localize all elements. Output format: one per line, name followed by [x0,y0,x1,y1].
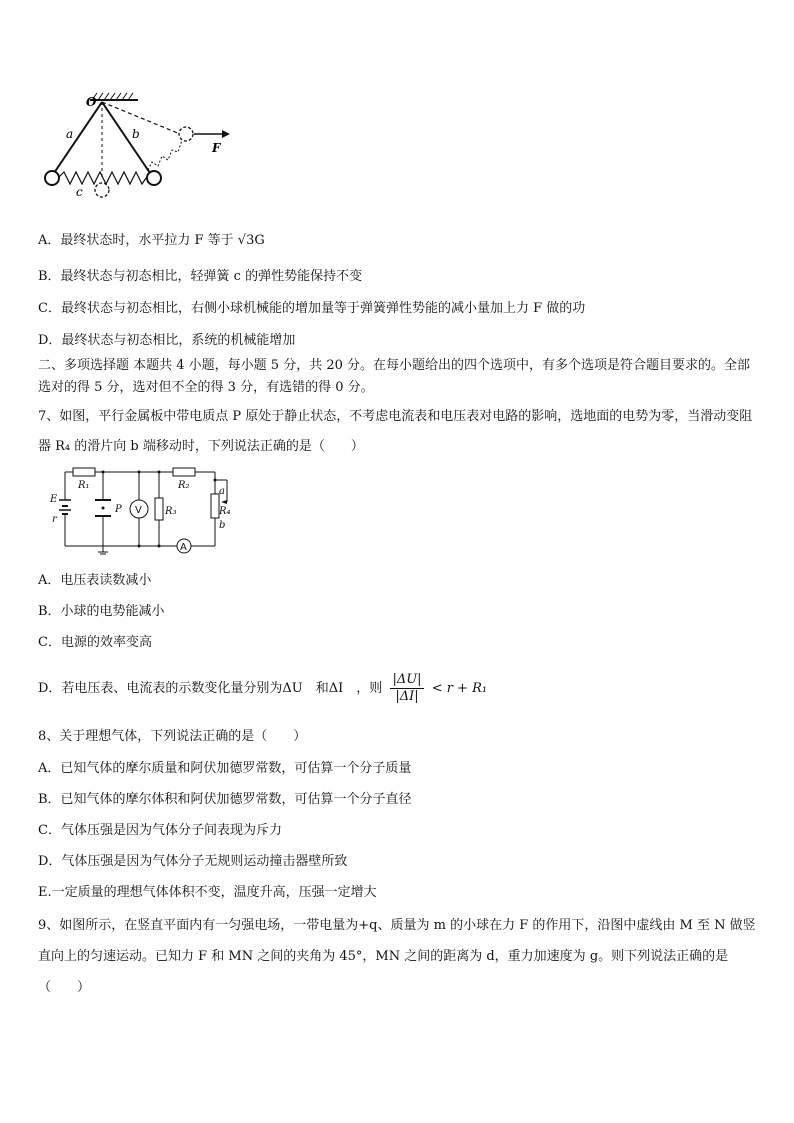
ammeter-label: A [180,542,187,553]
q8-option-a: A．已知气体的摩尔质量和阿伏加德罗常数，可估算一个分子质量 [38,761,412,776]
q6-option-a: A．最终状态时，水平拉力 F 等于 √3G [38,233,265,248]
q7-option-a: A．电压表读数减小 [38,573,152,588]
q9-stem: 9、如图所示，在竖直平面内有一匀强电场，一带电量为+q、质量为 m 的小球在力 F 的作用下，沿图中虚线由 M 至 N 做竖直向上的匀速运动。已知力 F 和 MN 之间的夹角为 45°，MN 之间的距离为 d，重力加速度为 g。则下列说法正确的是（ ） [38,918,756,995]
circuit-figure [45,462,245,562]
q8-option-d: D．气体压强是因为气体分子无规则运动撞击器壁所致 [38,854,348,869]
label-a: a [66,127,74,141]
section-2-heading: 二、多项选择题 本题共 4 小题，每小题 5 分，共 20 分。在每小题给出的四个选项中，有多个选项是符合题目要求的。全部选对的得 5 分，选对但不全的得 3 分，有选错的得 0 分。 [38,358,751,395]
label-R3: R₃ [165,506,177,517]
label-r: r [52,514,57,525]
label-O: O [86,95,97,109]
label-b: b [132,127,140,141]
label-b-terminal: b [219,520,226,531]
q7-stem: 7、如图，平行金属板中带电质点 P 原处于静止状态，不考虑电流表和电压表对电路的影响，选地面的电势为零，当滑动变阻器 R₄ 的滑片向 b 端移动时，下列说法正确的是（ ） [38,409,753,454]
delta-fraction [390,672,423,705]
q7-option-d-suffix: < r + R₁ [431,681,488,696]
q7-option-c: C．电源的效率变高 [38,635,152,650]
voltmeter-label: V [135,505,142,516]
label-P: P [115,504,122,515]
q8-option-c: C．气体压强是因为气体分子间表现为斥力 [38,823,282,838]
pendulum-spring-figure [40,90,240,210]
label-c: c [76,185,83,199]
label-E: E [50,494,58,505]
q8-option-e: E.一定质量的理想气体体积不变，温度升高，压强一定增大 [38,885,377,900]
q7-option-b: B．小球的电势能减小 [38,604,165,619]
q7-option-d [38,672,487,706]
label-R4: R₄ [219,506,231,517]
q8-option-b: B．已知气体的摩尔体积和阿伏加德罗常数，可估算一个分子直径 [38,792,412,807]
label-F: F [212,141,221,155]
q6-option-d: D．最终状态与初态相比，系统的机械能增加 [38,333,296,348]
fraction-denominator: |ΔI| [395,689,419,704]
q7-option-d-prefix: D．若电压表、电流表的示数变化量分别为ΔU 和ΔI ，则 [38,681,383,696]
q6-option-c: C．最终状态与初态相比，右侧小球机械能的增加量等于弹簧弹性势能的减小量加上力 F 做的功 [38,301,586,316]
q6-option-b: B．最终状态与初态相比，轻弹簧 c 的弹性势能保持不变 [38,269,363,284]
q8-stem: 8、关于理想气体，下列说法正确的是（ ） [38,729,307,744]
label-R1: R₁ [78,480,90,491]
label-a-terminal: a [219,486,225,497]
fraction-numerator: |ΔU| [392,672,422,687]
label-R2: R₂ [178,480,190,491]
